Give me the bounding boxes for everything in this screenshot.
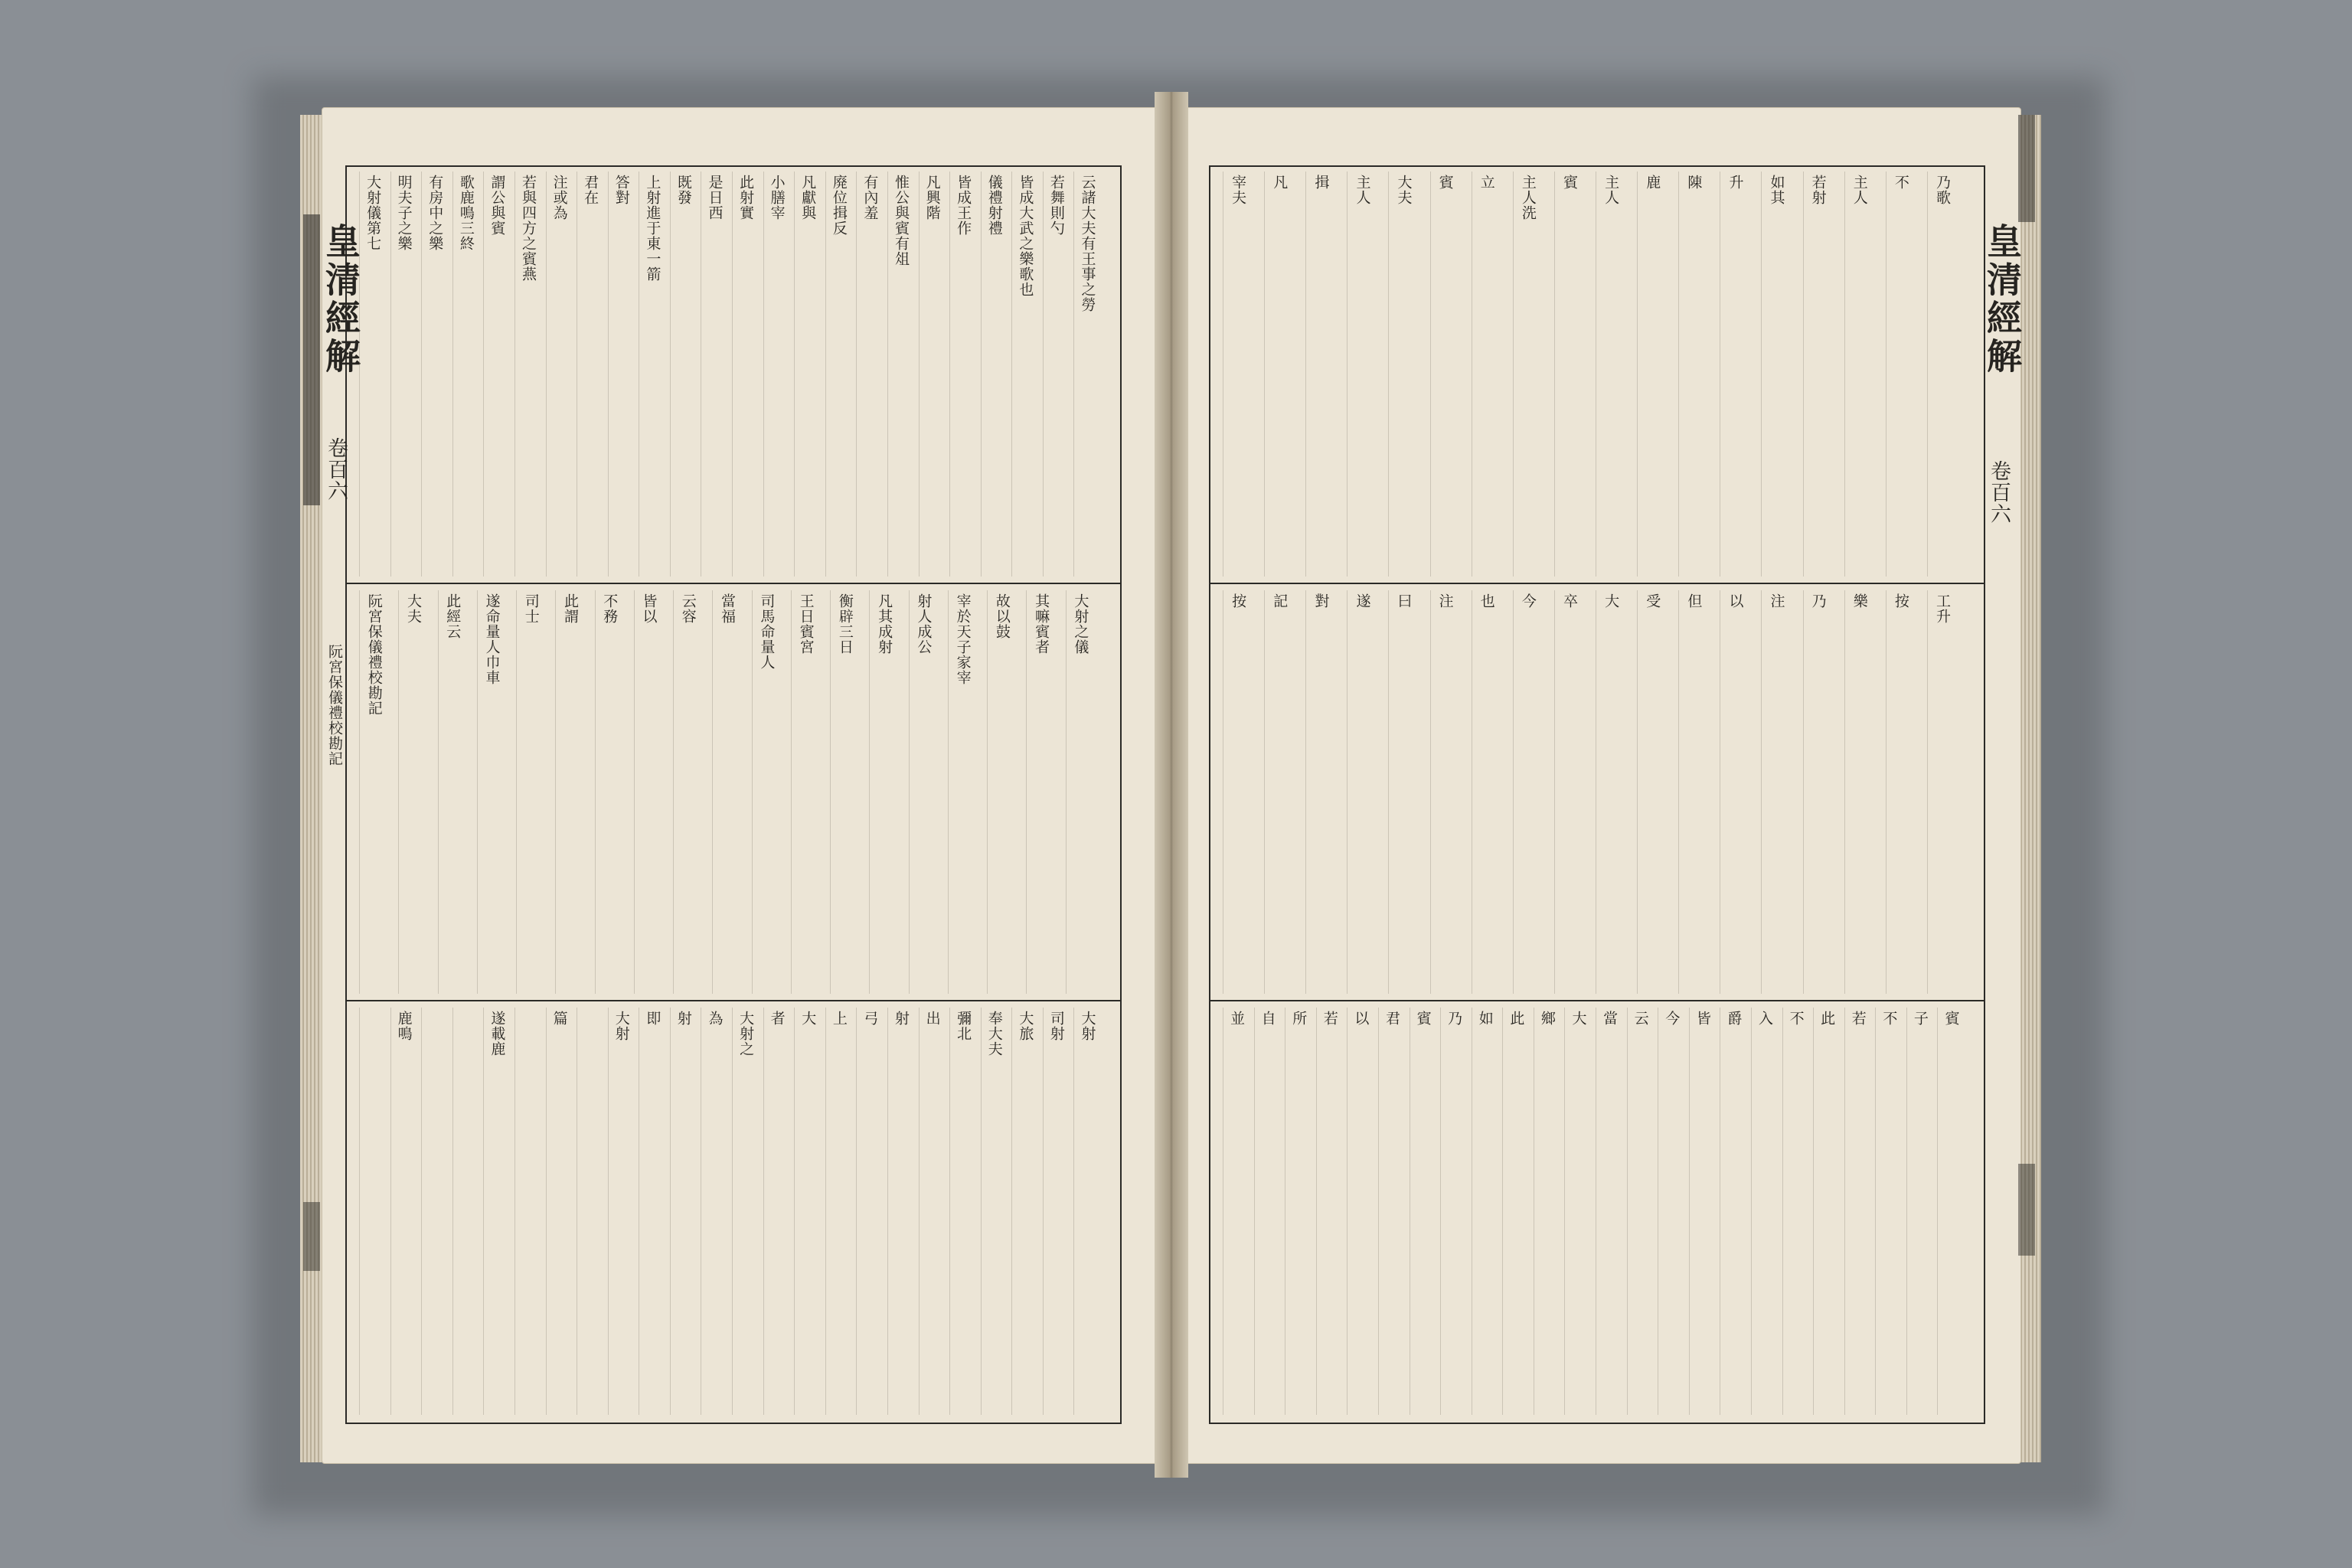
column-rule (1430, 172, 1431, 577)
text-column: 宰夫 (1230, 175, 1247, 205)
text-column: 大 (1570, 1011, 1587, 1026)
text-column: 賓 (1414, 1011, 1432, 1026)
column-rule (546, 1008, 547, 1415)
text-column: 司士 (522, 593, 540, 624)
text-column: 司馬命量人 (758, 593, 776, 670)
text-column: 工升 (1934, 593, 1951, 624)
text-column: 自 (1259, 1011, 1276, 1026)
column-rule (732, 172, 733, 577)
right-register-line-upper (1209, 583, 1984, 584)
column-rule (1627, 1008, 1628, 1415)
column-rule (825, 172, 826, 577)
text-column: 大射 (612, 1011, 630, 1041)
text-column: 凡其成射 (876, 593, 893, 655)
column-rule (1440, 1008, 1441, 1415)
column-rule (794, 1008, 795, 1415)
column-rule (477, 590, 478, 994)
column-rule (1875, 1008, 1876, 1415)
column-rule (869, 590, 870, 994)
text-column: 為 (706, 1011, 724, 1026)
column-rule (1073, 1008, 1074, 1415)
text-column: 大射儀第七 (364, 175, 382, 251)
text-column: 記 (1271, 593, 1289, 609)
text-column: 奉大夫 (985, 1011, 1003, 1057)
text-column: 大旅 (1017, 1011, 1034, 1041)
column-rule (483, 1008, 484, 1415)
column-rule (421, 172, 422, 577)
text-column: 小膳宰 (768, 175, 786, 220)
column-rule (949, 172, 950, 577)
right-side-volume: 卷百六 (1987, 460, 2011, 524)
text-column: 大夫 (404, 593, 422, 624)
text-column: 大夫 (1395, 175, 1413, 205)
column-rule (1388, 172, 1389, 577)
text-column: 以 (1352, 1011, 1370, 1026)
text-column: 若射 (1809, 175, 1827, 205)
column-rule (608, 172, 609, 577)
text-column: 遂命量人巾車 (483, 593, 501, 685)
text-column: 凡興階 (923, 175, 941, 220)
column-rule (763, 172, 764, 577)
text-column: 上射進于東一箭 (644, 175, 662, 282)
text-column: 主人 (1354, 175, 1371, 205)
text-column: 主人洗 (1519, 175, 1537, 220)
column-rule (546, 172, 547, 577)
text-column: 大射 (1079, 1011, 1096, 1041)
text-column: 謂公與賓 (488, 175, 506, 236)
column-rule (1305, 590, 1306, 994)
text-column: 廃位揖反 (830, 175, 848, 236)
text-column: 皆 (1694, 1011, 1711, 1026)
text-column: 升 (1726, 175, 1744, 190)
text-column: 大射之儀 (1072, 593, 1089, 655)
column-rule (421, 1008, 422, 1415)
text-column: 賓 (1942, 1011, 1960, 1026)
text-column: 賓 (1561, 175, 1578, 190)
left-side-header: 皇清經解 (320, 223, 361, 376)
text-column: 鹿鳴 (395, 1011, 413, 1041)
column-rule (1073, 172, 1074, 577)
column-rule (794, 172, 795, 577)
column-rule (1305, 172, 1306, 577)
column-rule (1513, 172, 1514, 577)
text-column: 入 (1756, 1011, 1773, 1026)
text-column: 即 (644, 1011, 662, 1026)
column-rule (1927, 590, 1928, 994)
text-column: 主人 (1602, 175, 1620, 205)
column-rule (1264, 590, 1265, 994)
text-column: 皆以 (640, 593, 658, 624)
column-rule (732, 1008, 733, 1415)
column-rule (1347, 172, 1348, 577)
text-column: 以 (1726, 593, 1744, 609)
text-column: 出 (923, 1011, 941, 1026)
column-rule (514, 172, 515, 577)
column-rule (670, 172, 671, 577)
column-rule (948, 590, 949, 994)
text-column: 其嘛賓者 (1033, 593, 1050, 655)
column-rule (1554, 172, 1555, 577)
column-rule (1347, 590, 1348, 994)
column-rule (673, 590, 674, 994)
column-rule (634, 590, 635, 994)
text-column: 有房中之樂 (426, 175, 444, 251)
text-column: 此 (1508, 1011, 1525, 1026)
text-column: 衡辟三日 (836, 593, 854, 655)
column-rule (949, 1008, 950, 1415)
column-rule (1678, 590, 1679, 994)
text-column: 射人成公 (915, 593, 933, 655)
text-column: 此射實 (737, 175, 755, 220)
column-rule (1803, 590, 1804, 994)
left-page (322, 107, 1165, 1464)
column-rule (856, 1008, 857, 1415)
text-column: 凡獻與 (799, 175, 817, 220)
column-rule (1554, 590, 1555, 994)
left-side-volume: 卷百六 (324, 437, 348, 501)
column-rule (608, 1008, 609, 1415)
column-rule (1026, 590, 1027, 994)
column-rule (1803, 172, 1804, 577)
text-column: 上 (830, 1011, 848, 1026)
column-rule (1761, 172, 1762, 577)
column-rule (390, 1008, 391, 1415)
text-column: 但 (1685, 593, 1703, 609)
column-rule (712, 590, 713, 994)
column-rule (452, 1008, 453, 1415)
column-rule (1430, 590, 1431, 994)
column-rule (1316, 1008, 1317, 1415)
text-column: 射 (893, 1011, 910, 1026)
text-column: 鹿 (1644, 175, 1661, 190)
text-column: 注或為 (550, 175, 568, 220)
column-rule (825, 1008, 826, 1415)
text-column: 惟公與賓有俎 (893, 175, 910, 266)
text-column: 乃 (1446, 1011, 1463, 1026)
text-column: 所 (1290, 1011, 1308, 1026)
text-column: 彌北 (955, 1011, 972, 1041)
column-rule (1751, 1008, 1752, 1415)
text-column: 云諸大夫有王事之勞 (1079, 175, 1096, 312)
column-rule (887, 1008, 888, 1415)
text-column: 凡 (1271, 175, 1289, 190)
right-edge-thumb-mark (2018, 115, 2035, 222)
text-column: 儀禮射禮 (985, 175, 1003, 236)
text-column: 大 (1602, 593, 1620, 609)
text-column: 若與四方之賓燕 (520, 175, 537, 282)
column-rule (359, 590, 360, 994)
text-column: 按 (1230, 593, 1247, 609)
left-register-line-upper (345, 583, 1120, 584)
text-column: 有內羞 (861, 175, 879, 220)
text-column: 注 (1768, 593, 1785, 609)
column-rule (516, 590, 517, 994)
column-rule (1782, 1008, 1783, 1415)
column-rule (1637, 172, 1638, 577)
column-rule (1564, 1008, 1565, 1415)
column-rule (390, 172, 391, 577)
text-column: 明夫子之樂 (395, 175, 413, 251)
left-edge-thumb-mark (303, 214, 320, 505)
column-rule (763, 1008, 764, 1415)
text-column: 大 (799, 1011, 817, 1026)
column-rule (856, 172, 857, 577)
column-rule (887, 172, 888, 577)
text-column: 故以鼓 (993, 593, 1011, 639)
text-column: 答對 (612, 175, 630, 205)
column-rule (514, 1008, 515, 1415)
text-column: 並 (1228, 1011, 1246, 1026)
column-rule (670, 1008, 671, 1415)
text-column: 也 (1478, 593, 1495, 609)
column-rule (1906, 1008, 1907, 1415)
right-page (1178, 107, 2021, 1464)
text-column: 不 (1880, 1011, 1898, 1026)
column-rule (919, 1008, 920, 1415)
text-column: 皆成大武之樂歌也 (1017, 175, 1034, 297)
right-edge-thumb-mark-lower (2018, 1164, 2035, 1256)
text-column: 既發 (675, 175, 692, 205)
text-column: 若舞則勺 (1047, 175, 1065, 236)
text-column: 大射之 (737, 1011, 755, 1057)
column-rule (359, 172, 360, 577)
text-column: 陳 (1685, 175, 1703, 190)
left-edge-thumb-mark-lower (303, 1202, 320, 1271)
right-text-frame (1209, 165, 1985, 1424)
column-rule (555, 590, 556, 994)
column-rule (981, 172, 982, 577)
text-column: 云容 (679, 593, 697, 624)
text-column: 君 (1383, 1011, 1400, 1026)
text-column: 子 (1911, 1011, 1929, 1026)
text-column: 如其 (1768, 175, 1785, 205)
text-column: 如 (1476, 1011, 1494, 1026)
text-column: 主人 (1851, 175, 1868, 205)
column-rule (359, 1008, 360, 1415)
right-register-line-lower (1209, 1000, 1984, 1001)
text-column: 云 (1632, 1011, 1649, 1026)
text-column: 爵 (1725, 1011, 1743, 1026)
text-column: 立 (1478, 175, 1495, 190)
column-rule (1043, 1008, 1044, 1415)
column-rule (791, 590, 792, 994)
column-rule (981, 1008, 982, 1415)
text-column: 若 (1321, 1011, 1338, 1026)
column-rule (1844, 172, 1845, 577)
column-rule (1927, 172, 1928, 577)
column-rule (1937, 1008, 1938, 1415)
left-text-frame (345, 165, 1122, 1424)
column-rule (1043, 172, 1044, 577)
text-column: 當福 (719, 593, 737, 624)
text-column: 射 (675, 1011, 692, 1026)
text-column: 對 (1312, 593, 1330, 609)
text-column: 是日西 (706, 175, 724, 220)
text-column: 遂載鹿 (488, 1011, 506, 1057)
column-rule (1066, 590, 1067, 994)
column-rule (1678, 172, 1679, 577)
column-rule (909, 590, 910, 994)
column-rule (1011, 1008, 1012, 1415)
column-rule (398, 590, 399, 994)
text-column: 當 (1601, 1011, 1619, 1026)
column-rule (919, 172, 920, 577)
column-rule (1813, 1008, 1814, 1415)
column-rule (1844, 590, 1845, 994)
text-column: 君在 (582, 175, 599, 205)
text-column: 樂 (1851, 593, 1868, 609)
column-rule (438, 590, 439, 994)
text-column: 乃 (1809, 593, 1827, 609)
column-rule (1011, 172, 1012, 577)
column-rule (987, 590, 988, 994)
text-column: 今 (1519, 593, 1537, 609)
text-column: 注 (1436, 593, 1454, 609)
right-side-header: 皇清經解 (1981, 223, 2023, 376)
text-column: 鄉 (1538, 1011, 1556, 1026)
text-column: 弓 (861, 1011, 879, 1026)
text-column: 此 (1818, 1011, 1836, 1026)
column-rule (595, 590, 596, 994)
text-column: 不務 (601, 593, 619, 624)
text-column: 不 (1787, 1011, 1805, 1026)
text-column: 揖 (1312, 175, 1330, 190)
column-rule (1264, 172, 1265, 577)
column-rule (1502, 1008, 1503, 1415)
text-column: 乃歌 (1934, 175, 1951, 205)
text-column: 今 (1663, 1011, 1681, 1026)
column-rule (1513, 590, 1514, 994)
book-gutter (1155, 92, 1188, 1478)
column-rule (1689, 1008, 1690, 1415)
column-rule (1388, 590, 1389, 994)
text-column: 賓 (1436, 175, 1454, 190)
text-column: 王日賓宮 (797, 593, 815, 655)
text-column: 宰於天子家宰 (954, 593, 972, 685)
column-rule (1637, 590, 1638, 994)
text-column: 此謂 (562, 593, 579, 624)
text-column: 皆成王作 (955, 175, 972, 236)
column-rule (830, 590, 831, 994)
column-rule (1254, 1008, 1255, 1415)
text-column: 者 (768, 1011, 786, 1026)
column-rule (1347, 1008, 1348, 1415)
left-footer-note: 阮宮保儀禮校勘記 (326, 644, 343, 766)
text-column: 篇 (550, 1011, 568, 1026)
left-register-line-lower (345, 1000, 1120, 1001)
text-column: 不 (1892, 175, 1909, 190)
text-column: 司射 (1047, 1011, 1065, 1041)
column-rule (1844, 1008, 1845, 1415)
column-rule (752, 590, 753, 994)
text-column: 此經云 (444, 593, 462, 639)
column-rule (1761, 590, 1762, 994)
text-column: 歌鹿鳴三終 (457, 175, 475, 251)
column-rule (483, 172, 484, 577)
text-column: 遂 (1354, 593, 1371, 609)
text-column: 卒 (1561, 593, 1578, 609)
column-rule (452, 172, 453, 577)
text-column: 受 (1644, 593, 1661, 609)
text-column: 曰 (1395, 593, 1413, 609)
text-column: 若 (1849, 1011, 1867, 1026)
text-column: 按 (1892, 593, 1909, 609)
column-rule (1378, 1008, 1379, 1415)
text-column: 阮宮保儀禮校勘記 (365, 593, 383, 716)
